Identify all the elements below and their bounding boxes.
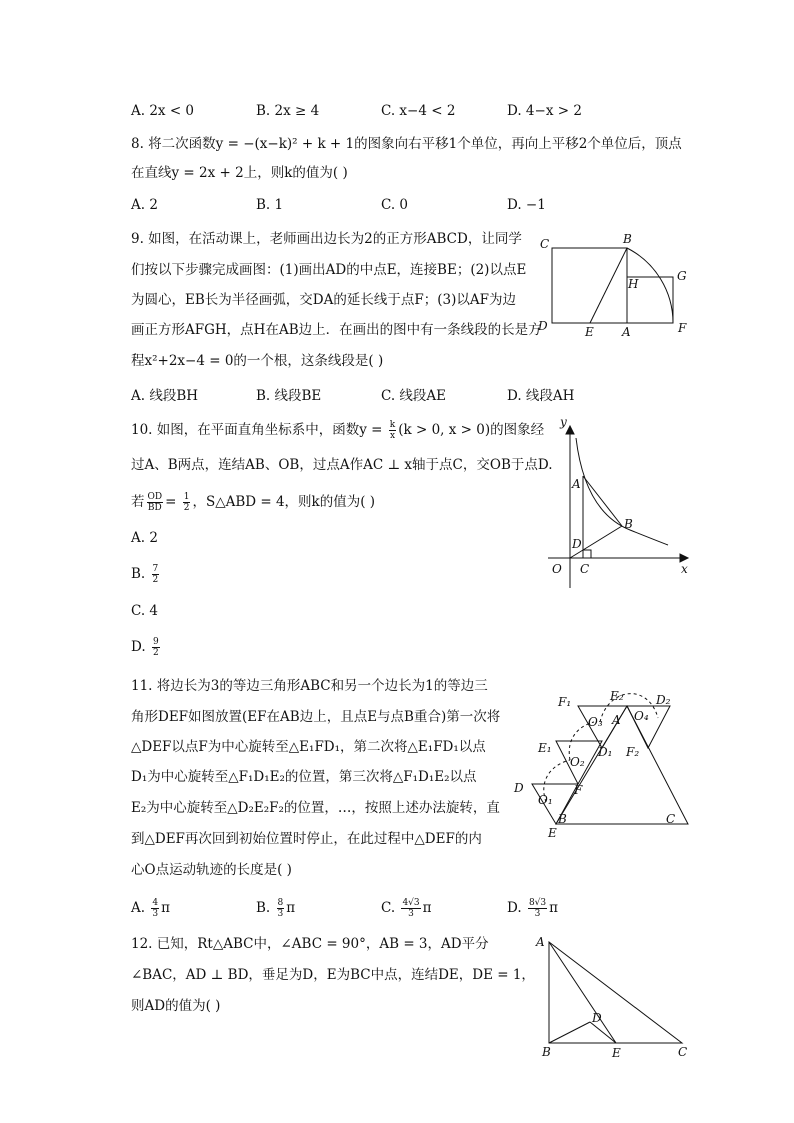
q10-line-3 [131, 492, 375, 513]
q8-option-b: B. 1 [256, 197, 284, 213]
q11-line-5: E₂为中心旋转至△D₂E₂F₂的位置，…，按照上述办法旋转，直 [131, 800, 500, 816]
q12-figure [530, 932, 700, 1062]
q12-label-c: C [678, 1045, 688, 1059]
q11-label-o2: O₂ [570, 755, 585, 769]
q7-option-d: D. 4−x > 2 [507, 103, 582, 119]
q9-option-d: D. 线段AH [507, 388, 575, 404]
option-label: D. [507, 900, 526, 916]
option-label: B. [256, 900, 275, 916]
frac-den: x [389, 431, 396, 441]
q9-figure [530, 228, 700, 348]
frac-den: 3 [408, 909, 414, 919]
q12-line-3: 则AD的值为( ) [131, 998, 221, 1014]
frac-num: 4√3 [402, 898, 420, 908]
q12-label-b: B [542, 1045, 551, 1059]
option-tail: π [549, 900, 558, 916]
option-frac [401, 898, 420, 919]
option-frac [528, 898, 547, 919]
frac-num: 9 [152, 637, 159, 647]
q12-label-e: E [612, 1046, 621, 1060]
q10-label-b: B [624, 517, 633, 531]
q10-label-d: D [572, 537, 582, 551]
q10-label-o: O [552, 562, 562, 576]
q10-label-c: C [580, 562, 590, 576]
q9-label-e: E [585, 325, 594, 339]
q11-label-f1: F₁ [558, 695, 572, 709]
q10-label-x: x [681, 562, 688, 576]
q11-line-3: △DEF以点F为中心旋转至△E₁FD₁，第二次将△E₁FD₁以点 [131, 739, 486, 755]
q10-option-b [131, 564, 161, 585]
q10-line-3-a: 若 [131, 494, 145, 510]
q11-label-e1: E₁ [538, 741, 552, 755]
q10-line-1 [131, 420, 544, 441]
segment-bd [549, 1022, 590, 1043]
q11-label-c: C [666, 812, 676, 826]
option-label: B. [131, 566, 150, 582]
frac-den: 3 [277, 909, 284, 919]
segment-a-bc [549, 942, 616, 1043]
q12-label-a: A [536, 935, 545, 949]
frac-num: 8√3 [528, 898, 547, 908]
q10-line-2: 过A、B两点，连结AB、OB，过点A作AC ⊥ x轴于点C，交OB于点D. [131, 457, 553, 473]
q10-option-a: A. 2 [131, 530, 158, 546]
y-axis-arrow [566, 426, 574, 434]
frac-num: 1 [183, 492, 190, 502]
q9-line-2: 们按以下步骤完成画图：(1)画出AD的中点E，连接BE；(2)以点E [131, 262, 527, 278]
segment-ab [583, 476, 622, 526]
q9-option-b: B. 线段BE [256, 388, 322, 404]
q7-option-c: C. x−4 < 2 [381, 103, 456, 119]
q10-label-a: A [572, 477, 581, 491]
option-tail: π [161, 900, 170, 916]
q10-line-1-a: 10. 如图，在平面直角坐标系中，函数y = [131, 422, 387, 438]
frac-num: 7 [152, 564, 159, 574]
q9-label-g: G [677, 269, 687, 283]
q10-line-3-b: = [165, 494, 181, 510]
q10-figure [540, 418, 700, 590]
frac-den: BD [147, 503, 162, 513]
segment-be [590, 248, 627, 323]
q9-option-a: A. 线段BH [131, 388, 199, 404]
q12-line-1: 12. 已知，Rt△ABC中，∠ABC = 90°，AB = 3，AD平分 [131, 936, 489, 952]
frac-num: 8 [277, 898, 284, 908]
option-tail: π [422, 900, 432, 916]
option-tail: π [286, 900, 296, 916]
q9-option-c: C. 线段AE [381, 388, 447, 404]
q8-option-c: C. 0 [381, 197, 409, 213]
right-triangle-abc [549, 942, 682, 1043]
q9-line-1: 9. 如图，在活动课上，老师画出边长为2的正方形ABCD，让同学 [131, 231, 522, 247]
option-frac [151, 898, 159, 919]
q11-option-c [381, 898, 432, 919]
q11-option-a [131, 898, 170, 919]
q11-label-e2: E₂ [610, 689, 624, 703]
q12-line-2: ∠BAC，AD ⊥ BD，垂足为D，E为BC中点，连结DE，DE = 1， [131, 967, 535, 983]
option-frac [152, 637, 160, 658]
q7-option-a: A. 2x < 0 [131, 103, 195, 119]
q11-label-f2: F₂ [626, 745, 640, 759]
q11-label-e: E [548, 826, 557, 840]
q11-line-4: D₁为中心旋转至△F₁D₁E₂的位置，第三次将△F₁D₁E₂以点 [131, 769, 477, 785]
frac-den: 2 [152, 575, 159, 585]
option-frac [152, 564, 160, 585]
segment-de [590, 1022, 616, 1043]
q11-option-b [256, 898, 295, 919]
frac-den: 3 [534, 909, 541, 919]
q10-line-3-c: ，S△ABD = 4，则k的值为( ) [192, 494, 376, 510]
q11-label-a: A [612, 713, 621, 727]
q10-frac-half [183, 492, 191, 513]
q11-line-7: 心O点运动轨迹的长度是( ) [131, 862, 292, 878]
q7-option-b: B. 2x ≥ 4 [256, 103, 320, 119]
hyperbola-curve [576, 438, 668, 545]
frac-den: 3 [152, 909, 159, 919]
q9-line-5: 程x²+2x−4 = 0的一个根，这条线段是( ) [131, 353, 384, 369]
q11-line-2: 角形DEF如图放置(EF在AB边上，且点E与点B重合)第一次将 [131, 709, 501, 725]
q11-line-6: 到△DEF再次回到初始位置时停止，在此过程中△DEF的内 [131, 831, 482, 847]
q10-frac-k-over-x [389, 420, 396, 441]
q8-option-d: D. −1 [507, 197, 546, 213]
frac-num: 4 [152, 898, 159, 908]
square-abcd [552, 248, 627, 323]
q11-label-o1: O₁ [538, 793, 553, 807]
q9-line-3: 为圆心，EB长为半径画弧，交DA的延长线于点F；(3)以AF为边 [131, 292, 516, 308]
q11-figure [508, 684, 704, 842]
q11-option-d [507, 898, 558, 919]
option-label: C. [381, 900, 400, 916]
option-frac [277, 898, 285, 919]
q11-label-d2: D₂ [656, 693, 671, 707]
q11-label-d1: D₁ [598, 745, 613, 759]
q9-label-a: A [622, 325, 631, 339]
x-axis-arrow [680, 554, 688, 562]
q11-label-o4: O₄ [634, 709, 649, 723]
frac-num: k [389, 420, 396, 430]
q8-line-2: 在直线y = 2x + 2上，则k的值为( ) [131, 165, 348, 181]
q9-label-c: C [540, 237, 550, 251]
q8-line-1: 8. 将二次函数y = −(x−k)² + k + 1的图象向右平移1个单位，再向上平移2个单位后，顶点 [131, 136, 682, 152]
option-label: A. [131, 900, 150, 916]
q9-label-h: H [628, 277, 639, 291]
q11-line-1: 11. 将边长为3的等边三角形ABC和另一个边长为1的等边三 [131, 678, 488, 694]
frac-num: OD [147, 492, 163, 502]
q9-label-d: D [538, 319, 548, 333]
q11-label-o3: O₃ [588, 715, 603, 729]
q12-label-d: D [592, 1011, 602, 1025]
q9-label-b: B [623, 232, 632, 246]
option-label: D. [131, 639, 150, 655]
q10-option-c: C. 4 [131, 603, 159, 619]
q9-line-4: 画正方形AFGH，点H在AB边上．在画出的图中有一条线段的长是方 [131, 322, 542, 338]
q10-label-y: y [560, 418, 567, 429]
q10-option-d [131, 637, 162, 658]
q11-label-d: D [514, 781, 524, 795]
q8-option-a: A. 2 [131, 197, 158, 213]
q11-label-b: B [558, 812, 567, 826]
q10-frac-od-bd [147, 492, 164, 513]
q11-label-f: F [574, 783, 583, 797]
q9-label-f: F [678, 321, 687, 335]
q10-line-1-b: (k > 0, x > 0)的图象经 [398, 422, 545, 438]
right-angle-mark [583, 550, 591, 558]
frac-den: 2 [183, 503, 190, 513]
dashed-arc-3 [600, 694, 658, 722]
frac-den: 2 [152, 648, 159, 658]
